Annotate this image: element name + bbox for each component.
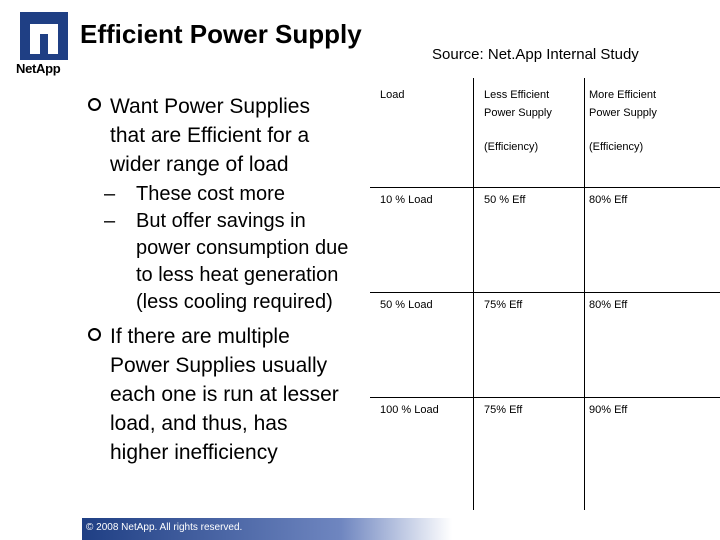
header-less-line: Less Efficient xyxy=(484,89,550,101)
bullet-2 xyxy=(88,322,378,467)
sub-bullet-2 xyxy=(88,208,378,316)
bullet-1-line: that are Efficient for a xyxy=(110,124,310,147)
row-100-less: 75% Eff xyxy=(484,404,523,416)
bullet-circle-icon xyxy=(88,328,101,341)
table-divider xyxy=(473,78,474,510)
dash-icon: – xyxy=(104,183,116,205)
netapp-logo xyxy=(16,12,68,76)
header-more-line: Power Supply xyxy=(589,107,657,119)
bullet-circle-icon xyxy=(88,98,101,111)
row-50-less: 75% Eff xyxy=(484,299,523,311)
dash-icon: – xyxy=(104,210,116,232)
sub-bullet-2-line: to less heat generation xyxy=(136,264,339,286)
row-100-load: 100 % Load xyxy=(380,404,439,416)
header-load: Load xyxy=(380,89,405,101)
header-less-sub: (Efficiency) xyxy=(484,141,539,153)
table-divider xyxy=(584,78,585,510)
bullet-1-line: Want Power Supplies xyxy=(110,95,310,118)
header-less-efficient xyxy=(484,86,552,156)
row-10-load: 10 % Load xyxy=(380,194,433,206)
sub-bullet-1-text: These cost more xyxy=(136,183,285,205)
bullet-1-line: wider range of load xyxy=(110,153,289,176)
bullet-2-line: load, and thus, has xyxy=(110,412,288,435)
row-10-more: 80% Eff xyxy=(589,194,628,206)
sub-bullet-1 xyxy=(88,181,378,208)
sub-bullet-2-line: (less cooling required) xyxy=(136,291,333,313)
bullet-2-line: higher inefficiency xyxy=(110,441,278,464)
row-10-less: 50 % Eff xyxy=(484,194,526,206)
slide-title: Efficient Power Supply xyxy=(80,19,362,49)
row-50-load: 50 % Load xyxy=(380,299,433,311)
efficiency-table xyxy=(370,78,720,510)
header-more-line: More Efficient xyxy=(589,89,657,101)
header-more-efficient xyxy=(589,86,657,156)
row-100-more: 90% Eff xyxy=(589,404,628,416)
source-note: Source: Net.App Internal Study xyxy=(432,46,639,63)
netapp-logo-text: NetApp xyxy=(16,61,61,76)
copyright-text: © 2008 NetApp. All rights reserved. xyxy=(86,522,243,533)
bullet-2-line: If there are multiple xyxy=(110,325,290,348)
row-50-more: 80% Eff xyxy=(589,299,628,311)
bullet-2-line: Power Supplies usually xyxy=(110,354,328,377)
table-divider xyxy=(370,187,720,188)
bullet-list xyxy=(88,92,378,467)
table-divider xyxy=(370,292,720,293)
header-less-line: Power Supply xyxy=(484,107,552,119)
header-more-sub: (Efficiency) xyxy=(589,141,644,153)
netapp-logo-mark xyxy=(20,12,68,60)
bullet-2-line: each one is run at lesser xyxy=(110,383,339,406)
table-divider xyxy=(370,397,720,398)
bullet-1 xyxy=(88,92,378,179)
sub-bullet-2-line: power consumption due xyxy=(136,237,349,259)
sub-bullet-2-line: But offer savings in xyxy=(136,210,306,232)
